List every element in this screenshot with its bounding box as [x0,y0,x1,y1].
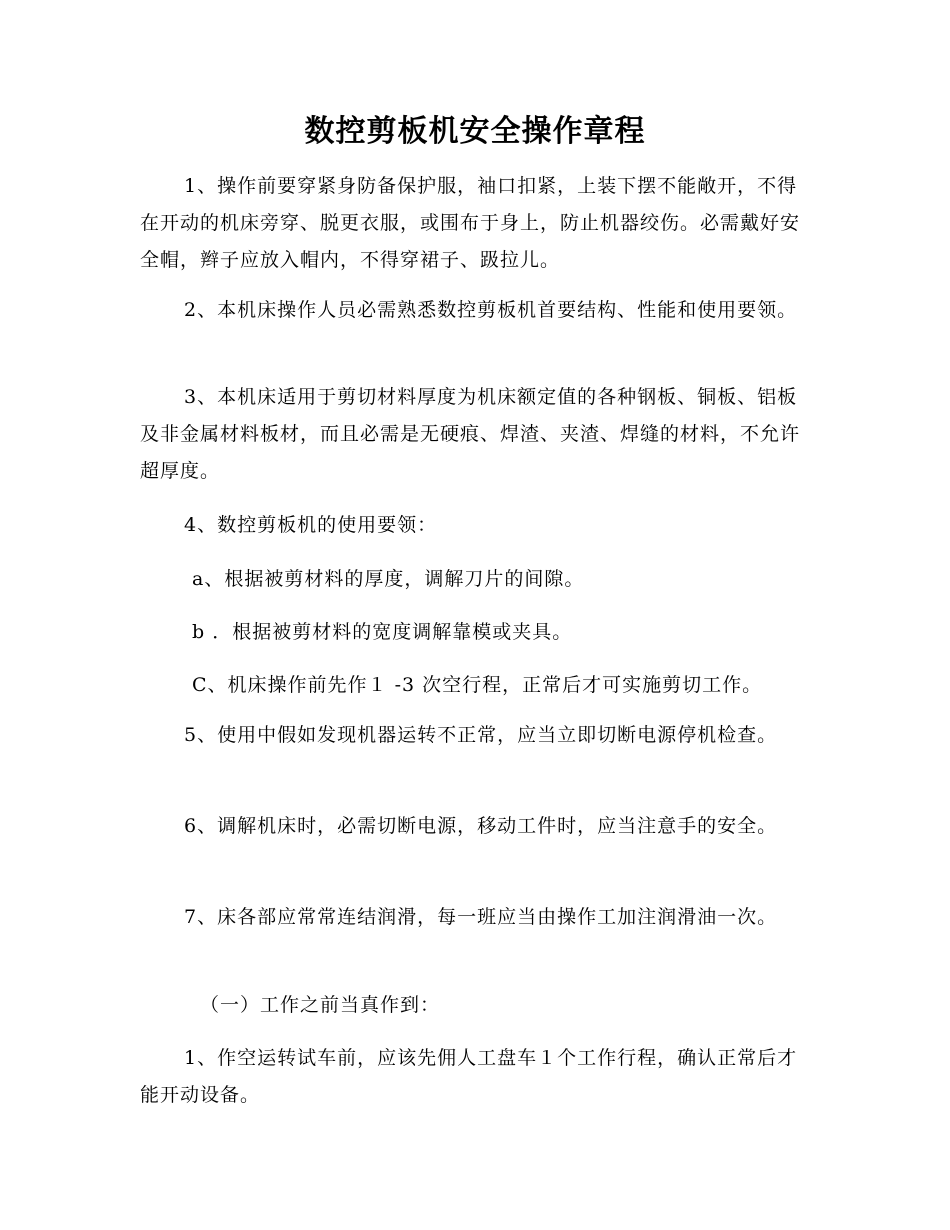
paragraph-4a: a、根据被剪材料的厚度，调解刀片的间隙。 [192,568,585,590]
paragraph-2: 2、本机床操作人员必需熟悉数控剪板机首要结构、性能和使用要领。 [184,299,798,321]
paragraph-4c: C、机床操作前先作１ -3 次空行程，正常后才可实施剪切工作。 [192,674,763,696]
document-title: 数控剪板机安全操作章程 [304,114,646,149]
paragraph-3: 3、本机床适用于剪切材料厚度为机床额定值的各种钢板、铜板、铝板及非金属材料板材，而且必需是无硬痕、焊渣、夹渣、焊缝的材料，不允许超厚度。 [140,386,801,482]
paragraph-4b: b ．根据被剪材料的宽度调解靠模或夹具。 [192,621,573,643]
paragraph-1: 1、操作前要穿紧身防备保护服，袖口扣紧，上装下摆不能敞开，不得在开动的机床旁穿、脱更衣服，或围布于身上，防止机器绞伤。必需戴好安全帽，辫子应放入帽内，不得穿裙子、趿拉儿。 [140,175,801,271]
paragraph-6: 6、调解机床时，必需切断电源，移动工件时，应当注意手的安全。 [184,815,778,837]
paragraph-7: 7、床各部应常常连结润滑，每一班应当由操作工加注润滑油一次。 [184,906,778,928]
paragraph-8: 1、作空运转试车前，应该先佣人工盘车１个工作行程，确认正常后才能开动设备。 [140,1047,798,1106]
paragraph-5: 5、使用中假如发现机器运转不正常，应当立即切断电源停机检查。 [184,724,778,746]
section-heading: （一）工作之前当真作到： [200,994,441,1016]
paragraph-4: 4、数控剪板机的使用要领： [184,514,438,536]
